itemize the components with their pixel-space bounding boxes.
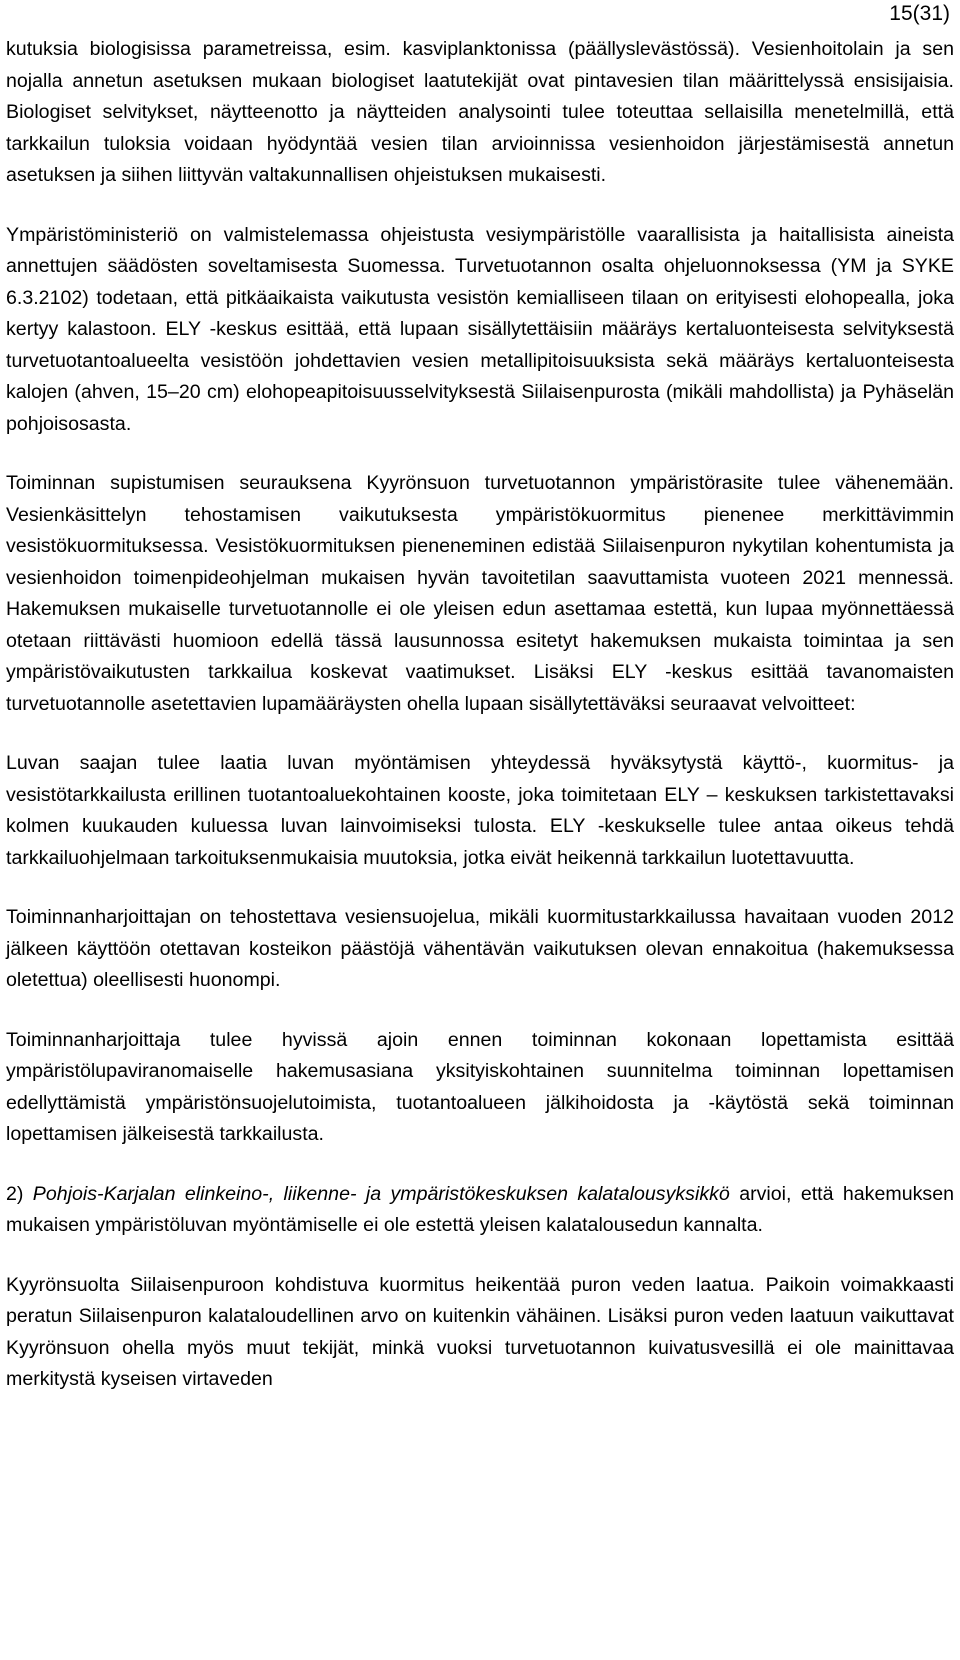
paragraph-monitoring-summary: Luvan saajan tulee laatia luvan myöntämisen yhteydessä hyväksytystä käyttö-, kuormitus- ja vesistötarkkailusta erillinen tuotantoaluekohtainen kooste, joka toimitetaan ELY – keskuksen tarkistettavaksi kolmen kuukauden kuluessa luvan lainvoimiseksi tulosta. ELY -keskukselle tulee antaa oikeus tehdä tarkkailuohjelmaan tarkoituksenmukaisia muutoksia, jotka eivät heikennä tarkkailun luotettavuutta. xyxy=(6,752,954,869)
paragraph-biological-monitoring: kutuksia biologisissa parametreissa, esim. kasviplanktonissa (päällyslevästössä). Vesienhoitolain ja sen nojalla annetun asetuksen mukaan biologiset laatutekijät ovat pintavesien tilan määrittelyssä ensisijaisia. Biologiset selvitykset, näytteenotto ja näytteiden analysointi tulee toteuttaa sellaisilla menetelmillä, että tarkkailun tuloksia voidaan hyödyntää vesien tilan arvioinnissa vesienhoidon järjestämisestä annetun asetuksen ja siihen liittyvän valtakunnallisen ohjeistuksen mukaisesti. xyxy=(6,38,954,186)
paragraph-hazardous-substances: Ympäristöministeriö on valmistelemassa ohjeistusta vesiympäristölle vaarallisista ja haitallisista aineista annettujen säädösten soveltamisesta Suomessa. Turvetuotannon osalta ohjeluonnoksessa (YM ja SYKE 6.3.2102) todetaan, että pitkäaikaista vaikutusta vesistön kemialliseen tilaan on erityisesti elohopealla, joka kertyy kalastoon. ELY -keskus esittää, että lupaan sisällytettäisiin määräys kertaluonteisesta selvityksestä turvetuotantoalueelta vesistöön johdettavien vesien metallipitoisuuksista sekä määräys kertaluonteisesta kalojen (ahven, 15–20 cm) elohopeapitoisuusselvityksestä Siilaisenpurosta (mikäli mahdollista) ja Pyhäselän pohjoisosasta. xyxy=(6,223,954,435)
paragraph-environmental-load: Toiminnan supistumisen seurauksena Kyyrönsuon turvetuotannon ympäristörasite tulee vähenemään. Vesienkäsittelyn tehostamisen vaikutuksesta ympäristökuormitus pienenee merkittävimmin vesistökuormituksessa. Vesistökuormituksen pieneneminen edistää Siilaisenpuron nykytilan kohentumista ja vesienhoidon toimenpideohjelman mukaisen hyvän tavoitetilan saavuttamista vuoteen 2021 mennessä. Hakemuksen mukaiselle turvetuotannolle ei ole yleisen edun asettamaa estettä, kun lupaa myönnettäessä otetaan riittävästi huomioon edellä tässä lausunnossa esitetyt hakemuksen mukaista toimintaa ja sen ympäristövaikutusten tarkkailua koskevat vaatimukset. Lisäksi ELY -keskus esittää tavanomaisten turvetuotannolle asetettavien lupamääräysten ohella lupaan sisällytettäväksi seuraavat velvoitteet: xyxy=(6,472,954,715)
paragraph-siilaisenpuro-quality: Kyyrönsuolta Siilaisenpuroon kohdistuva kuormitus heikentää puron veden laatua. Paikoin voimakkaasti peratun Siilaisenpuron kalataloudellinen arvo on kuitenkin vähäinen. Lisäksi puron veden laatuun vaikuttavat Kyyrönsuon ohella myös muut tekijät, minkä vuoksi turvetuotannon kuivatusvesillä ei ole mainittavaa merkitystä kyseisen virtaveden xyxy=(6,1273,954,1390)
paragraph-fisheries-unit xyxy=(6,1179,954,1242)
paragraph-water-protection: Toiminnanharjoittajan on tehostettava vesiensuojelua, mikäli kuormitustarkkailussa havaitaan vuoden 2012 jälkeen käyttöön otettavan kosteikon päästöjä vähentävän vaikutuksen olevan ennakoitua (hakemuksessa oletettua) oleellisesti huonompi. xyxy=(6,906,954,991)
document-body xyxy=(6,34,954,1424)
paragraph-closure-plan: Toiminnanharjoittaja tulee hyvissä ajoin ennen toiminnan kokonaan lopettamista esittää ympäristölupaviranomaiselle hakemusasiana yksityiskohtainen suunnitelma toiminnan lopettamisen edellyttämistä ympäristönsuojelutoimista, tuotantoalueen jälkihoidosta ja -käytöstä sekä toiminnan lopettamisen jälkeisestä tarkkailusta. xyxy=(6,1028,954,1145)
fisheries-statement: arvioi, että hakemuksen mukaisen ympäristöluvan myöntämiselle ei ole estettä yleisen kalatalousedun kannalta. xyxy=(6,1182,954,1236)
authority-name: Pohjois-Karjalan elinkeino-, liikenne- ja ympäristökeskuksen kalatalousyksikkö xyxy=(32,1182,730,1205)
page-number: 15(31) xyxy=(889,2,950,25)
item-number: 2) xyxy=(6,1182,33,1205)
